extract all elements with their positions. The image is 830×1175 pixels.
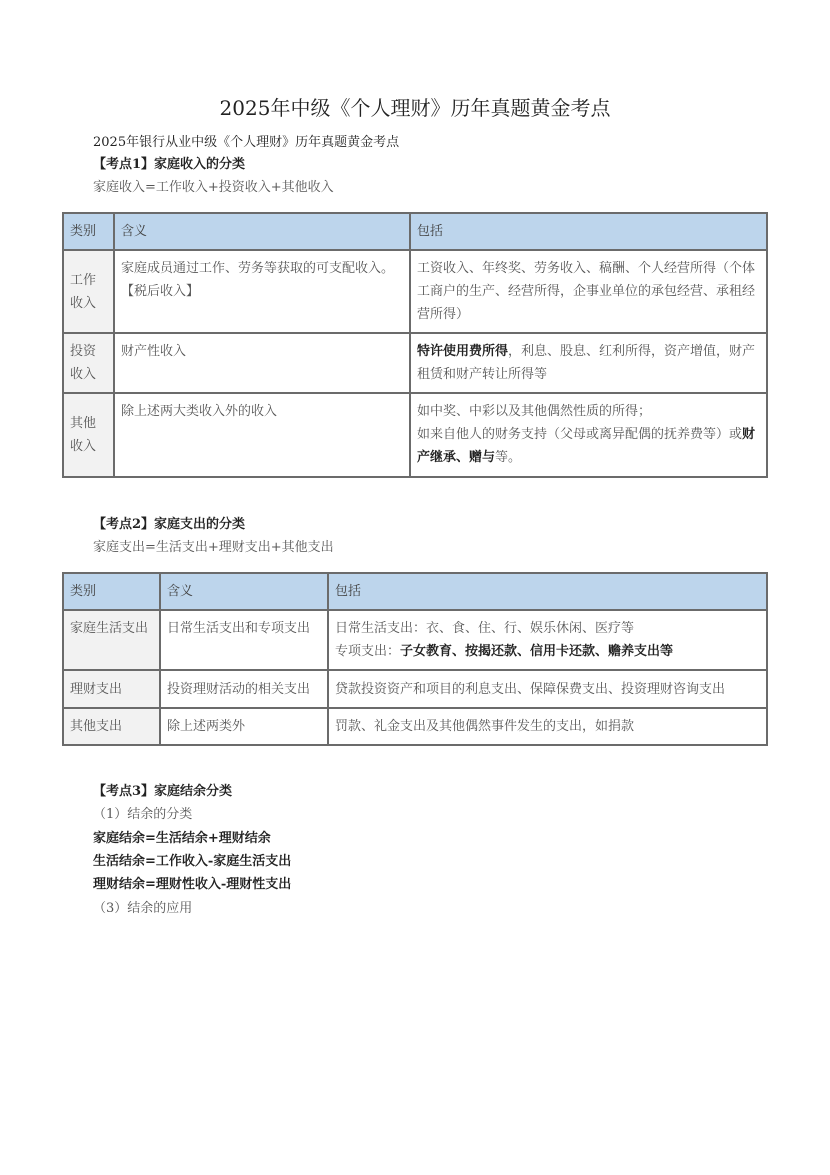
includes-cell: 工资收入、年终奖、劳务收入、稿酬、个人经营所得（个体工商户的生产、经营所得，企事业单位的承包经营、承租经营所得） [410, 250, 767, 333]
includes-cell [410, 393, 767, 477]
category-cell: 其他支出 [63, 708, 160, 745]
header-category: 类别 [63, 213, 114, 250]
section3-item1: （1）结余的分类 [93, 807, 193, 822]
bold-text: 子女教育、按揭还款、信用卡还款、赡养支出等 [400, 644, 674, 659]
table-row [63, 333, 767, 393]
category-cell: 家庭生活支出 [63, 610, 160, 670]
section3-item3: （3）结余的应用 [93, 901, 193, 916]
category-cell [63, 393, 114, 477]
table-row [63, 610, 767, 670]
includes-text: 专项支出： [335, 644, 401, 659]
meaning-cell: 除上述两大类收入外的收入 [114, 393, 410, 477]
includes-text: 等。 [495, 450, 522, 465]
category-label: 投资收入 [70, 344, 97, 382]
includes-cell [410, 333, 767, 393]
includes-cell [328, 610, 767, 670]
table-header-row [63, 573, 767, 610]
header-meaning: 含义 [114, 213, 410, 250]
section2-formula: 家庭支出=生活支出+理财支出+其他支出 [93, 540, 334, 555]
formula-family-balance: 家庭结余=生活结余+理财结余 [93, 831, 271, 846]
header-includes: 包括 [328, 573, 767, 610]
meaning-cell: 日常生活支出和专项支出 [160, 610, 328, 670]
section1-formula: 家庭收入=工作收入+投资收入+其他收入 [93, 180, 334, 195]
category-cell: 理财支出 [63, 670, 160, 708]
category-label: 其他收入 [70, 416, 97, 454]
header-category: 类别 [63, 573, 160, 610]
income-table [62, 212, 768, 478]
meaning-cell: 投资理财活动的相关支出 [160, 670, 328, 708]
meaning-cell: 除上述两类外 [160, 708, 328, 745]
category-cell [63, 250, 114, 333]
table-row [63, 708, 767, 745]
includes-line: 如中奖、中彩以及其他偶然性质的所得； [417, 404, 652, 419]
category-label: 工作收入 [70, 272, 97, 311]
includes-line: 日常生活支出：衣、食、住、行、娱乐休闲、医疗等 [335, 621, 635, 636]
section2-heading: 【考点2】家庭支出的分类 [93, 517, 246, 532]
subtitle: 2025年银行从业中级《个人理财》历年真题黄金考点 [93, 135, 400, 150]
table-row [63, 393, 767, 477]
category-cell [63, 333, 114, 393]
includes-cell: 罚款、礼金支出及其他偶然事件发生的支出，如捐款 [328, 708, 767, 745]
expense-table [62, 572, 768, 746]
meaning-cell: 家庭成员通过工作、劳务等获取的可支配收入。【税后收入】 [114, 250, 410, 333]
section3-heading: 【考点3】家庭结余分类 [93, 784, 233, 799]
table-header-row [63, 213, 767, 250]
includes-text: ，利息、股息、红利所得，资产增值，财产租赁和财产转让所得等 [417, 344, 756, 382]
table-row [63, 670, 767, 708]
table-row [63, 250, 767, 333]
header-includes: 包括 [410, 213, 767, 250]
page-title: 2025年中级《个人理财》历年真题黄金考点 [219, 96, 611, 120]
bold-text: 特许使用费所得 [417, 344, 509, 359]
formula-living-balance: 生活结余=工作收入-家庭生活支出 [93, 854, 292, 869]
bold-text: 财产继承、赠与 [417, 427, 756, 465]
meaning-cell: 财产性收入 [114, 333, 410, 393]
includes-line: 如来自他人的财务支持（父母或离异配偶的抚养费等）或 [417, 427, 743, 442]
section1-heading: 【考点1】家庭收入的分类 [93, 157, 246, 172]
formula-finance-balance: 理财结余=理财性收入-理财性支出 [93, 877, 292, 892]
includes-cell: 贷款投资资产和项目的利息支出、保障保费支出、投资理财咨询支出 [328, 670, 767, 708]
header-meaning: 含义 [160, 573, 328, 610]
